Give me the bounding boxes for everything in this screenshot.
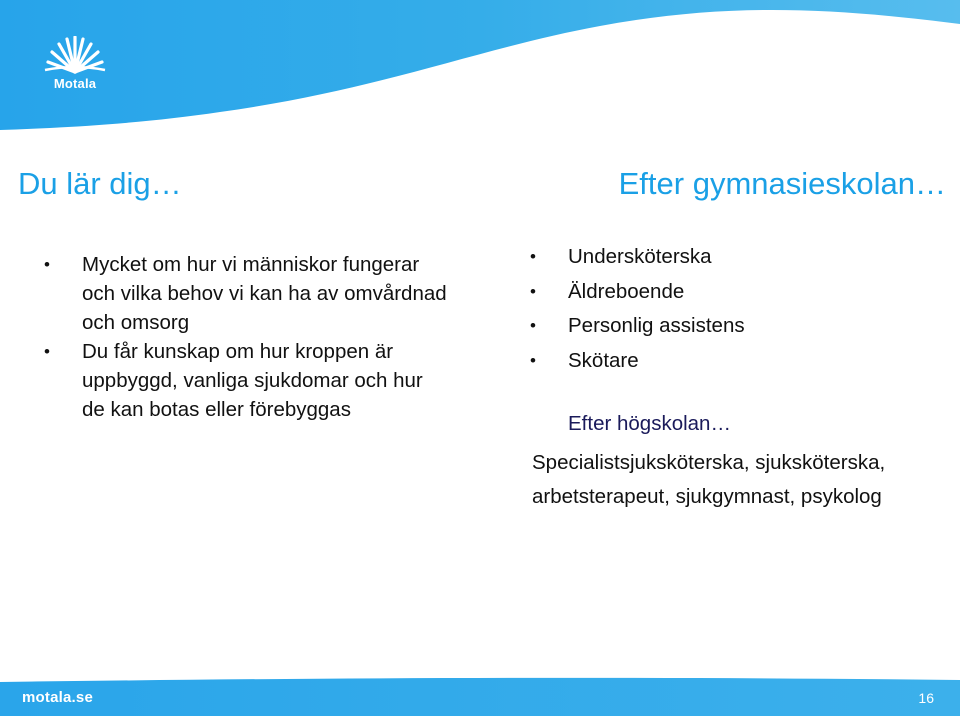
list-item-text: Undersköterska xyxy=(568,245,712,268)
right-bullet-list xyxy=(528,240,745,378)
sub-text-line: arbetsterapeut, sjukgymnast, psykolog xyxy=(532,485,882,508)
list-item-text: Skötare xyxy=(568,348,639,372)
bullet-icon: • xyxy=(530,350,536,370)
bullet-icon: • xyxy=(44,342,50,361)
bullet-icon: • xyxy=(44,255,50,274)
left-title: Du lär dig… xyxy=(18,166,182,201)
sub-text xyxy=(532,446,952,514)
list-item xyxy=(528,275,745,310)
list-item xyxy=(528,309,745,344)
header-band xyxy=(0,0,960,132)
right-title: Efter gymnasieskolan… xyxy=(618,166,946,201)
left-bullet-list xyxy=(40,250,450,424)
bullet-icon: • xyxy=(530,281,536,301)
motala-logo xyxy=(40,36,110,96)
page-number: 16 xyxy=(918,690,934,706)
list-item xyxy=(528,240,745,275)
list-item-text: Du får kunskap om hur kroppen är uppbyggd, vanliga sjukdomar och hur de kan botas eller förebyggas xyxy=(82,340,423,421)
bullet-icon: • xyxy=(530,316,536,335)
bullet-icon: • xyxy=(530,247,536,266)
list-item-text: Äldreboende xyxy=(568,279,685,303)
list-item xyxy=(40,337,450,424)
sub-heading: Efter högskolan… xyxy=(568,412,731,435)
logo-text: Motala xyxy=(53,76,97,91)
list-item-text: Mycket om hur vi människor fungerar och vilka behov vi kan ha av omvårdnad och omsorg xyxy=(82,253,447,334)
footer-band xyxy=(0,676,960,716)
list-item xyxy=(40,250,450,337)
list-item-text: Personlig assistens xyxy=(568,314,745,337)
footer-brand: motala.se xyxy=(22,689,93,706)
sub-text-line: Specialistsjuksköterska, sjuksköterska, xyxy=(532,451,886,474)
logo-fan-icon xyxy=(40,36,110,76)
list-item xyxy=(528,344,745,379)
